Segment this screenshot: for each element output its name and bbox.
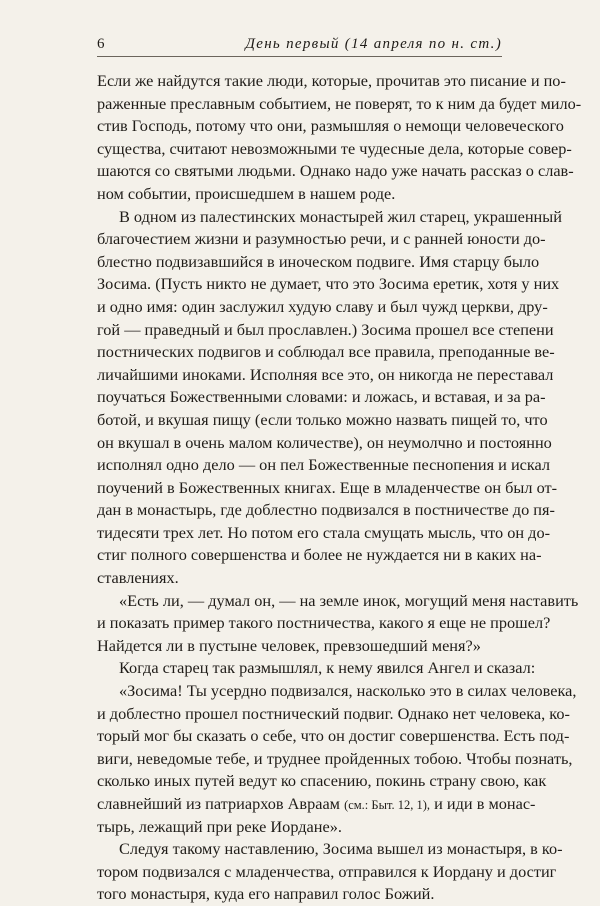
text-line: и показать пример такого постничества, какого я еще не прошел? — [97, 613, 551, 633]
text-line: существа, считают невозможными те чудесные дела, которые совер- — [97, 138, 572, 158]
text-line: личайшими иноками. Исполняя все это, он никогда не переставал — [97, 364, 554, 384]
text-line: «Есть ли, — думал он, — на земле инок, могущий меня наставить — [119, 590, 579, 610]
text-line: шаются со святыми людьми. Однако надо уже начать рассказ о слав- — [97, 161, 574, 181]
text-line: постнических подвигов и соблюдал все правила, преподанные ве- — [97, 342, 555, 362]
text-line: исполнял одно дело — он пел Божественные песнопения и искал — [97, 455, 551, 475]
text-line: гой — праведный и был прославлен.) Зосима прошел все степени — [97, 319, 554, 339]
running-title: День первый (14 апреля по н. ст.) — [245, 36, 502, 52]
text-line: стив Господь, потому что они, размышляя о немощи человеческого — [97, 116, 564, 136]
text-line: поучаться Божественными словами: и ложась, и вставая, и за ра- — [97, 387, 546, 407]
text-line: «Зосима! Ты усердно подвизался, насколько это в силах человека, — [119, 681, 577, 701]
text-line: дан в монастырь, где доблестно подвизался в постничестве до пя- — [97, 500, 555, 520]
page-header — [97, 30, 502, 57]
text-line: сколько иных путей ведут ко спасению, покинь страну свою, как — [97, 771, 547, 791]
text-line: Если же найдутся такие люди, которые, прочитав это писание и по- — [97, 71, 566, 90]
text-line: ботой, и вкушая пищу (если только можно назвать пищей то, что — [97, 409, 548, 429]
text-line: виги, неведомые тебе, и труднее пройденных тобою. Чтобы познать, — [97, 748, 573, 768]
page-number: 6 — [97, 36, 105, 52]
text-line: тырь, лежащий при реке Иордане». — [97, 816, 342, 836]
text-line: ном событии, происшедшем в нашем роде. — [97, 183, 396, 203]
text-line: Следуя такому наставлению, Зосима вышел из монастыря, в ко- — [119, 839, 563, 859]
text-line: и одно имя: один заслужил худую славу и был чужд церкви, дру- — [97, 296, 548, 316]
text-line: благочестием жизни и разумностью речи, и с ранней юности до- — [97, 229, 546, 249]
text-line: тором подвизался с младенчества, отправился к Иордану и достиг — [97, 861, 557, 881]
text-line: поучений в Божественных книгах. Еще в младенчестве он был от- — [97, 477, 558, 497]
text-line: он вкушал в очень малом количестве), он неумолчно и постоянно — [97, 432, 552, 452]
body-text — [97, 70, 582, 906]
text-line: и доблестно прошел постнический подвиг. Однако нет человека, ко- — [97, 703, 570, 723]
text-line: В одном из палестинских монастырей жил старец, украшенный — [119, 206, 562, 226]
text-segment: славнейший из патриархов Авраам — [97, 794, 340, 813]
scripture-reference: (см.: Быт. 12, 1), — [344, 798, 431, 812]
text-line-with-reference — [97, 793, 536, 816]
text-line: тидесяти трех лет. Но потом его стала смущать мысль, что он до- — [97, 522, 551, 542]
text-line: Когда старец так размышлял, к нему явился Ангел и сказал: — [119, 658, 536, 678]
text-line: Найдется ли в пустыне человек, превзошедший меня?» — [97, 635, 481, 655]
text-segment: и иди в монас- — [434, 794, 536, 813]
text-line: торый мог бы сказать о себе, что он достиг совершенства. Есть под- — [97, 726, 570, 746]
text-line: того монастыря, куда его направил голос Божий. — [97, 884, 435, 904]
text-line: раженные преславным событием, не поверят, то к ним да будет мило- — [97, 93, 582, 113]
text-line: стиг полного совершенства и более не нуждается ни в каких на- — [97, 545, 542, 565]
text-line: ставлениях. — [97, 568, 179, 588]
text-line: блестно подвизавшийся в иноческом подвиге. Имя старцу было — [97, 251, 540, 271]
text-line: Зосима. (Пусть никто не думает, что это Зосима еретик, хотя у них — [97, 274, 560, 294]
